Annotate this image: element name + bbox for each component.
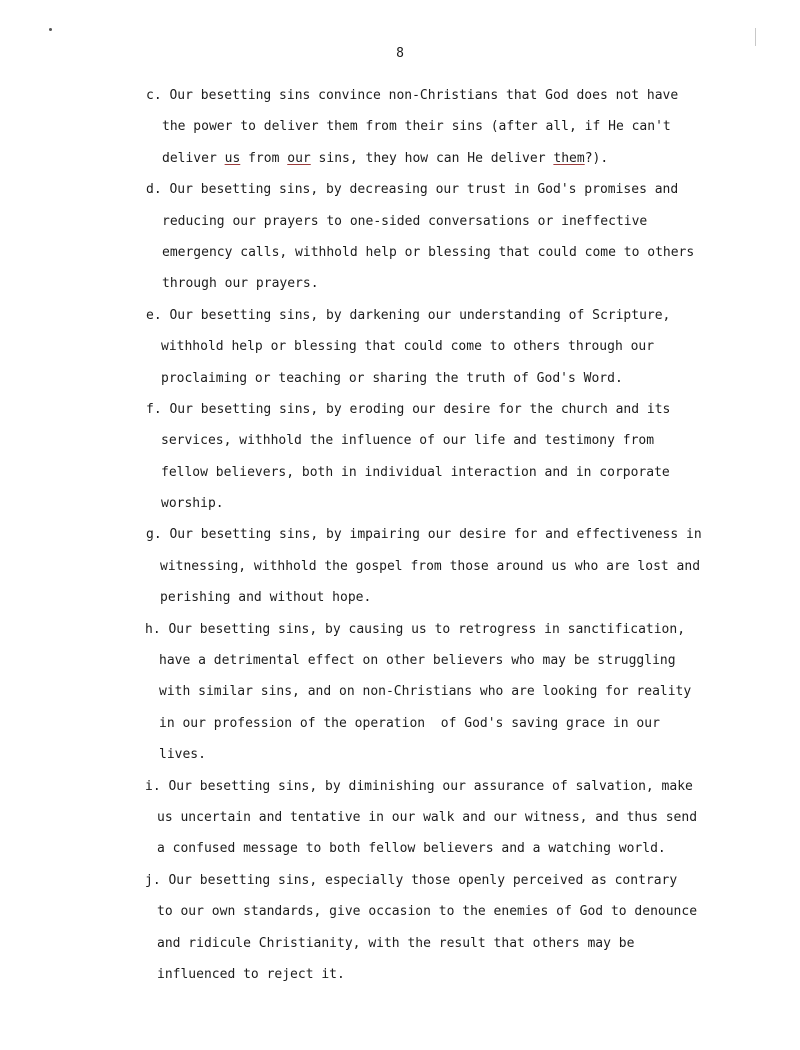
text-segment: from (240, 150, 288, 166)
text-line: i. Our besetting sins, by diminishing our assurance of salvation, make (145, 778, 693, 794)
underlined-word: them (553, 150, 585, 166)
underlined-word: us (224, 150, 241, 166)
underlined-word: our (287, 150, 311, 166)
text-line: withhold help or blessing that could come to others through our (161, 339, 655, 355)
text-line: j. Our besetting sins, especially those openly perceived as contrary (145, 872, 678, 888)
list-item-e (0, 300, 800, 394)
text-line (0, 143, 800, 174)
text-line: f. Our besetting sins, by eroding our desire for the church and its (146, 401, 671, 417)
text-line: c. Our besetting sins convince non-Christians that God does not have (146, 88, 679, 103)
text-line: lives. (159, 747, 206, 763)
text-line: have a detrimental effect on other believers who may be struggling (159, 653, 676, 669)
text-line: g. Our besetting sins, by impairing our desire for and effectiveness in (146, 527, 702, 543)
scan-edge-mark (755, 28, 756, 46)
list-item-d (0, 174, 800, 300)
text-line: fellow believers, both in individual interaction and in corporate (161, 464, 670, 480)
text-line: proclaiming or teaching or sharing the truth of God's Word. (161, 370, 623, 386)
scan-speck (49, 28, 52, 31)
text-line: perishing and without hope. (160, 590, 372, 606)
text-line: a confused message to both fellow believers and a watching world. (157, 841, 666, 857)
list-item-f (0, 394, 800, 520)
text-line: e. Our besetting sins, by darkening our understanding of Scripture, (146, 307, 671, 323)
text-line: with similar sins, and on non-Christians who are looking for reality (159, 684, 692, 700)
text-line: to our own standards, give occasion to the enemies of God to denounce (157, 904, 698, 920)
text-segment: ?). (584, 150, 609, 166)
list-item-g (0, 519, 800, 613)
text-line: reducing our prayers to one-sided conversations or ineffective (162, 213, 648, 229)
page-number: 8 (396, 46, 404, 61)
text-line: in our profession of the operation of God's saving grace in our (159, 715, 660, 731)
text-line: the power to deliver them from their sins (after all, if He can't (162, 119, 671, 135)
text-line: services, withhold the influence of our life and testimony from (161, 433, 655, 449)
text-segment: sins, they how can He deliver (310, 150, 554, 166)
text-line: worship. (161, 496, 224, 512)
list-item-j (0, 865, 800, 991)
text-line: us uncertain and tentative in our walk and our witness, and thus send (157, 809, 698, 825)
item-list (0, 80, 800, 990)
text-line: witnessing, withhold the gospel from those around us who are lost and (160, 558, 701, 574)
list-item-c (0, 80, 800, 174)
text-segment: deliver (162, 150, 225, 166)
text-line: d. Our besetting sins, by decreasing our trust in God's promises and (146, 182, 679, 198)
text-line: and ridicule Christianity, with the result that others may be (157, 935, 635, 951)
text-line: influenced to reject it. (157, 966, 345, 982)
text-line: emergency calls, withhold help or blessing that could come to others (162, 244, 695, 260)
list-item-i (0, 771, 800, 865)
text-line: through our prayers. (162, 276, 319, 292)
text-line: h. Our besetting sins, by causing us to retrogress in sanctification, (145, 621, 686, 637)
list-item-h (0, 614, 800, 771)
